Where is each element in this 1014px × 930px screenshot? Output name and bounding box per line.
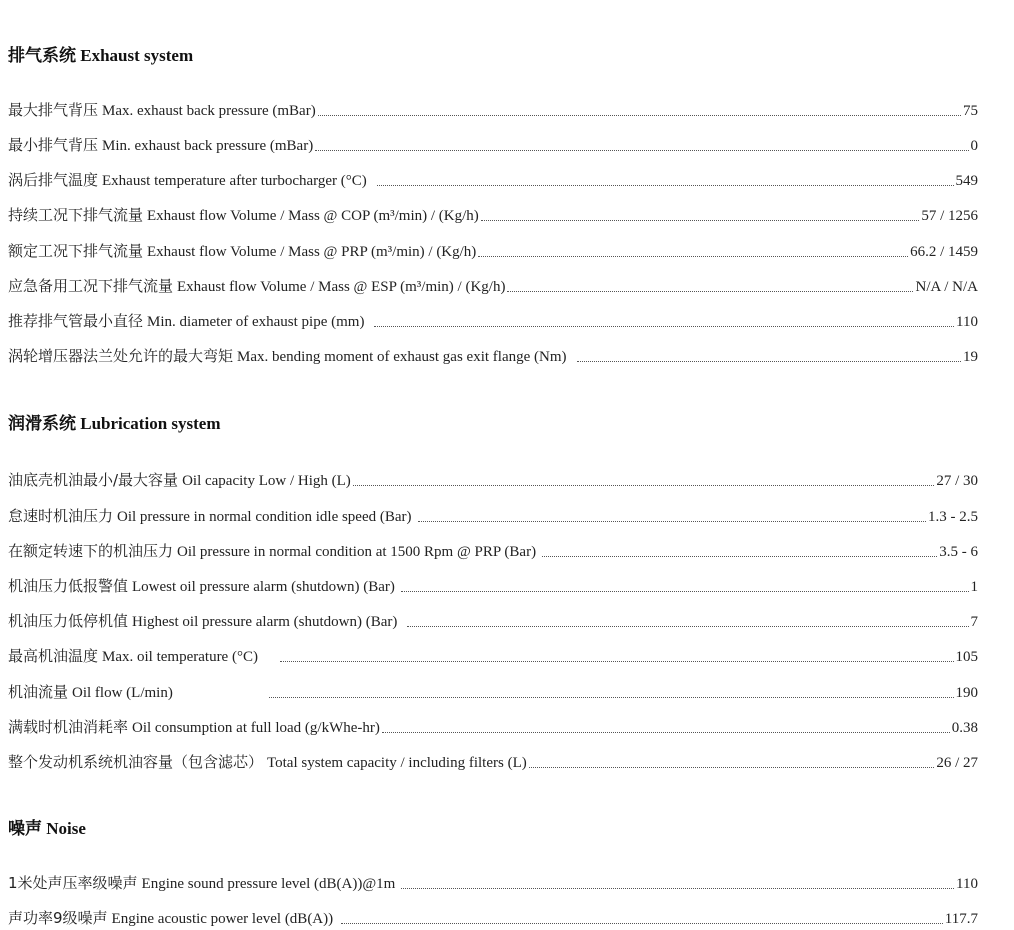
- section-title-exhaust: 排气系统 Exhaust system: [8, 46, 194, 65]
- spec-value: N/A / N/A: [915, 279, 978, 295]
- spec-row-max-exhaust-back-pressure: [8, 100, 978, 120]
- spec-label-en: Engine sound pressure level (dB(A))@1m: [141, 876, 396, 892]
- section-title-noise: 噪声 Noise: [8, 819, 86, 838]
- spec-label-en: Lowest oil pressure alarm (shutdown) (Bar): [132, 579, 395, 595]
- spec-value: 57 / 1256: [921, 208, 978, 224]
- spec-label-en: Total system capacity / including filters (L): [267, 755, 527, 771]
- leader-dots: [401, 591, 969, 592]
- spec-value: 110: [956, 876, 978, 892]
- spec-label-cn: 机油压力低停机值: [8, 612, 129, 630]
- spec-label-en: Oil pressure in normal condition at 1500 Rpm @ PRP (Bar): [177, 544, 537, 560]
- leader-dots: [382, 732, 950, 733]
- spec-value: 0.38: [951, 720, 978, 736]
- spec-label-cn: 涡后排气温度: [8, 171, 99, 189]
- spec-label-cn: 油底壳机油最小/最大容量: [8, 471, 179, 489]
- spec-row-exhaust-flow-prp: [8, 241, 978, 261]
- spec-label-cn: 推荐排气管最小直径: [8, 312, 144, 330]
- spec-label-en: Oil flow (L/min): [72, 685, 173, 701]
- spec-label-en: Oil capacity Low / High (L): [182, 473, 351, 489]
- spec-row-oil-flow: [8, 682, 978, 702]
- leader-dots: [341, 923, 943, 924]
- spec-label-cn: 最高机油温度: [8, 647, 99, 665]
- leader-dots: [529, 767, 935, 768]
- leader-dots: [577, 361, 961, 362]
- spec-label-cn: 声功率9级噪声: [8, 909, 108, 927]
- spec-label-en: Max. bending moment of exhaust gas exit flange (Nm): [237, 349, 567, 365]
- spec-row-oil-pressure-rated: [8, 541, 978, 561]
- leader-dots: [478, 256, 908, 257]
- spec-row-lowest-oil-pressure-alarm: [8, 576, 978, 596]
- spec-value: 1: [970, 579, 978, 595]
- leader-dots: [280, 661, 954, 662]
- spec-row-exhaust-flow-esp: [8, 276, 978, 296]
- spec-label-en: Exhaust temperature after turbocharger (°C): [102, 173, 367, 189]
- spec-row-sound-pressure-level: [8, 873, 978, 893]
- spec-label-cn: 整个发动机系统机油容量（包含滤芯）: [8, 753, 264, 771]
- leader-dots: [374, 326, 954, 327]
- spec-label-cn: 涡轮增压器法兰处允许的最大弯矩: [8, 347, 234, 365]
- leader-dots: [481, 220, 920, 221]
- spec-value: 27 / 30: [936, 473, 978, 489]
- spec-value: 75: [963, 103, 978, 119]
- spec-value: 26 / 27: [936, 755, 978, 771]
- spec-label-en: Engine acoustic power level (dB(A)): [111, 911, 334, 927]
- leader-dots: [418, 521, 926, 522]
- spec-value: 66.2 / 1459: [910, 244, 978, 260]
- spec-row-max-bending-moment: [8, 346, 978, 366]
- spec-label-cn: 最大排气背压: [8, 101, 99, 119]
- spec-row-total-system-capacity: [8, 752, 978, 772]
- leader-dots: [377, 185, 954, 186]
- leader-dots: [315, 150, 968, 151]
- spec-label-cn: 1米处声压率级噪声: [8, 874, 138, 892]
- spec-label-en: Max. oil temperature (°C): [102, 649, 258, 665]
- spec-row-max-oil-temperature: [8, 646, 978, 666]
- spec-label-en: Highest oil pressure alarm (shutdown) (Bar): [132, 614, 398, 630]
- spec-value: 117.7: [944, 911, 978, 927]
- spec-value: 1.3 - 2.5: [928, 509, 978, 525]
- leader-dots: [353, 485, 935, 486]
- spec-row-exhaust-flow-cop: [8, 205, 978, 225]
- spec-row-exhaust-temperature: [8, 170, 978, 190]
- spec-label-en: Exhaust flow Volume / Mass @ ESP (m³/min) / (Kg/h): [177, 279, 506, 295]
- spec-label-en: Min. diameter of exhaust pipe (mm): [147, 314, 365, 330]
- spec-value: 19: [963, 349, 978, 365]
- spec-label-cn: 在额定转速下的机油压力: [8, 542, 174, 560]
- leader-dots: [407, 626, 968, 627]
- leader-dots: [507, 291, 913, 292]
- leader-dots: [542, 556, 937, 557]
- spec-label-en: Max. exhaust back pressure (mBar): [102, 103, 316, 119]
- spec-value: 110: [956, 314, 978, 330]
- spec-row-acoustic-power-level: [8, 908, 978, 928]
- spec-label-en: Oil consumption at full load (g/kWhe-hr): [132, 720, 380, 736]
- spec-label-cn: 机油流量: [8, 683, 69, 701]
- spec-value: 549: [955, 173, 978, 189]
- spec-label-en: Min. exhaust back pressure (mBar): [102, 138, 314, 154]
- spec-label-cn: 额定工况下排气流量: [8, 242, 144, 260]
- spec-row-min-exhaust-pipe-diameter: [8, 311, 978, 331]
- spec-row-highest-oil-pressure-alarm: [8, 611, 978, 631]
- spec-row-oil-capacity: [8, 470, 978, 490]
- leader-dots: [318, 115, 961, 116]
- spec-value: 0: [970, 138, 978, 154]
- spec-label-cn: 机油压力低报警值: [8, 577, 129, 595]
- spec-label-en: Exhaust flow Volume / Mass @ PRP (m³/min) / (Kg/h): [147, 244, 477, 260]
- spec-value: 105: [955, 649, 978, 665]
- spec-label-cn: 最小排气背压: [8, 136, 99, 154]
- spec-label-cn: 应急备用工况下排气流量: [8, 277, 174, 295]
- spec-label-en: Oil pressure in normal condition idle speed (Bar): [117, 509, 412, 525]
- spec-row-oil-pressure-idle: [8, 506, 978, 526]
- spec-label-en: Exhaust flow Volume / Mass @ COP (m³/min) / (Kg/h): [147, 208, 479, 224]
- spec-value: 3.5 - 6: [939, 544, 978, 560]
- section-title-lubrication: 润滑系统 Lubrication system: [8, 414, 221, 433]
- spec-label-cn: 持续工况下排气流量: [8, 206, 144, 224]
- spec-row-min-exhaust-back-pressure: [8, 135, 978, 155]
- leader-dots: [401, 888, 954, 889]
- spec-value: 7: [970, 614, 978, 630]
- spec-label-cn: 怠速时机油压力: [8, 507, 114, 525]
- spec-label-cn: 满载时机油消耗率: [8, 718, 129, 736]
- spec-value: 190: [955, 685, 978, 701]
- spec-row-oil-consumption: [8, 717, 978, 737]
- leader-dots: [269, 697, 954, 698]
